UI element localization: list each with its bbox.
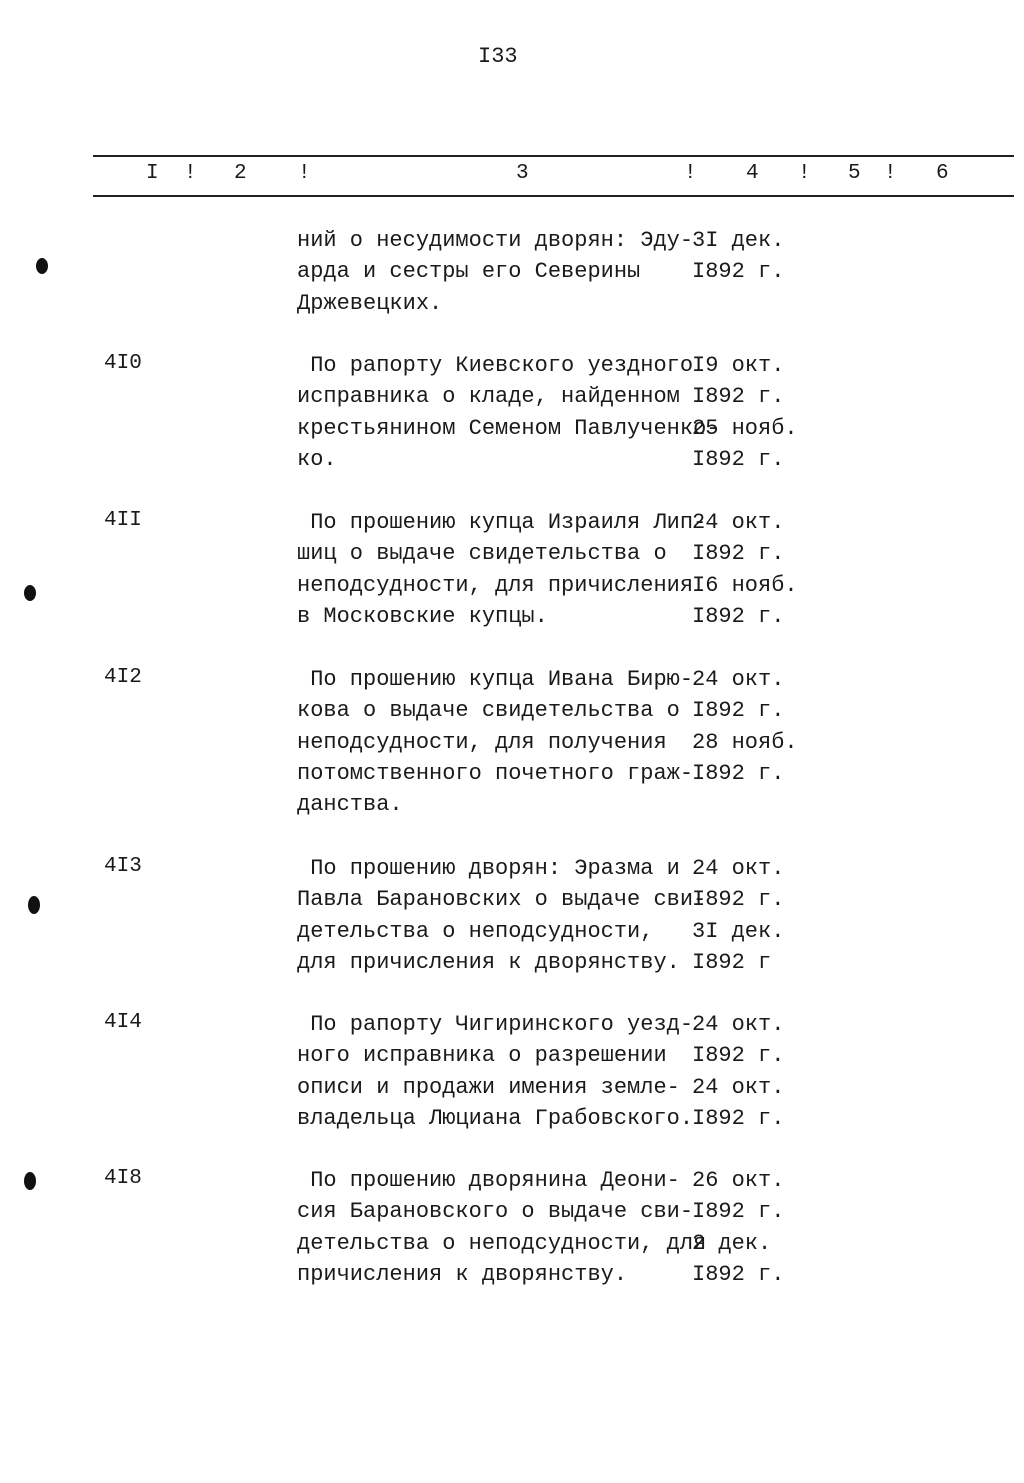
entry-date: 3I дек. (692, 228, 785, 253)
entry-description: в Московские купцы. (297, 603, 548, 629)
entry-number: 4I3 (104, 855, 142, 878)
entry-description: шиц о выдаче свидетельства о (297, 541, 667, 567)
entry-line (297, 381, 784, 412)
entry-line (297, 727, 798, 758)
entry-line (297, 947, 771, 978)
entry-line (297, 1009, 784, 1040)
entry-description: неподсудности, для причисления (297, 572, 694, 598)
entry-line (297, 789, 692, 820)
column-header: 3 (516, 162, 529, 185)
column-separator: ! (298, 162, 311, 185)
column-separator: ! (798, 162, 811, 185)
binding-hole-mark (24, 585, 36, 601)
entry-description: ко. (297, 446, 337, 472)
entry-date: 3I дек. (692, 918, 785, 944)
entry-line (297, 1165, 784, 1196)
entry-line (297, 601, 784, 632)
entry-line (297, 1259, 784, 1290)
entry-date: 2 дек. (692, 1230, 772, 1256)
entry-line (297, 664, 784, 695)
entry-description: причисления к дворянству. (297, 1261, 628, 1287)
table-header-bottom-rule (93, 195, 1014, 197)
entry-line (297, 444, 784, 475)
entry-date: 24 окт. (692, 856, 785, 881)
column-separator: ! (184, 162, 197, 185)
entry-date: I6 нояб. (692, 572, 798, 598)
entry-line (297, 350, 784, 381)
entry-description: По прошению дворян: Эразма и (297, 856, 680, 881)
entry-date: I892 г. (692, 259, 785, 285)
entry-date: I892 г. (692, 760, 785, 786)
entry-date: I892 г. (692, 603, 785, 629)
entry-date: I892 г. (692, 1105, 785, 1131)
column-separator: ! (684, 162, 697, 185)
binding-hole-mark (28, 896, 40, 914)
entry-description: Држевецких. (297, 290, 443, 316)
entry-description: сия Барановского о выдаче сви- (297, 1199, 694, 1225)
page-number: I33 (478, 44, 518, 69)
entry-description: потомственного почетного граж- (297, 760, 694, 786)
entry-line (297, 884, 784, 915)
entry-date: 24 окт. (692, 1012, 785, 1037)
entry-line (297, 413, 798, 444)
entry-line (297, 1196, 784, 1227)
entry-date: 24 окт. (692, 667, 785, 692)
entry-description: крестьянином Семеном Павлученко- (297, 415, 720, 441)
entry-number: 4I0 (104, 352, 142, 375)
entry-number: 4I4 (104, 1011, 142, 1034)
entry-line (297, 538, 784, 569)
entry-line (297, 1228, 771, 1259)
entry-description: описи и продажи имения земле- (297, 1074, 680, 1100)
entry-line (297, 570, 798, 601)
entry-line (297, 256, 784, 287)
entry-description: ний о несудимости дворян: Эду- (297, 228, 694, 253)
entry-description: детельства о неподсудности, для (297, 1230, 707, 1256)
entry-description: неподсудности, для получения (297, 729, 667, 755)
entry-line (297, 288, 692, 319)
column-header: I (146, 162, 159, 185)
entry-line (297, 225, 784, 256)
entry-date: 24 окт. (692, 1074, 785, 1100)
entry-description: исправника о кладе, найденном (297, 384, 680, 410)
entry-line (297, 853, 784, 884)
entry-line (297, 507, 784, 538)
binding-hole-mark (36, 258, 48, 274)
entry-date: 25 нояб. (692, 415, 798, 441)
entry-line (297, 1103, 784, 1134)
entry-description: ного исправника о разрешении (297, 1043, 667, 1069)
entry-line (297, 758, 784, 789)
entry-number: 4I8 (104, 1167, 142, 1190)
column-separator: ! (884, 162, 897, 185)
entry-description: По прошению купца Израиля Лип- (297, 510, 707, 535)
entry-description: арда и сестры его Северины (297, 259, 641, 285)
entry-description: Павла Барановских о выдаче сви- (297, 887, 707, 913)
entry-date: I892 г. (692, 698, 785, 724)
entry-description: для причисления к дворянству. (297, 949, 680, 975)
entry-number: 4I2 (104, 666, 142, 689)
entry-date: I9 окт. (692, 353, 785, 378)
binding-hole-mark (24, 1172, 36, 1190)
entry-date: I892 г. (692, 1043, 785, 1069)
entry-description: По рапорту Киевского уездного (297, 353, 694, 378)
entry-date: I892 г. (692, 384, 785, 410)
entry-line (297, 1040, 784, 1071)
entry-description: кова о выдаче свидетельства о (297, 698, 680, 724)
entry-description: данства. (297, 792, 403, 818)
entry-date: 26 окт. (692, 1168, 785, 1193)
entry-date: I892 г (692, 949, 772, 975)
entry-date: 28 нояб. (692, 729, 798, 755)
entry-description: детельства о неподсудности, (297, 918, 654, 944)
entry-line (297, 695, 784, 726)
entry-description: По прошению купца Ивана Бирю- (297, 667, 694, 692)
entry-line (297, 916, 784, 947)
entry-number: 4II (104, 509, 142, 532)
entry-description: владельца Люциана Грабовского. (297, 1105, 694, 1131)
column-header: 4 (746, 162, 759, 185)
column-header: 6 (936, 162, 949, 185)
entry-line (297, 1072, 784, 1103)
entry-description: По рапорту Чигиринского уезд- (297, 1012, 694, 1037)
entry-date: I892 г. (692, 446, 785, 472)
entry-date: I892 г. (692, 887, 785, 913)
table-header-top-rule (93, 155, 1014, 157)
entry-date: I892 г. (692, 1261, 785, 1287)
column-header: 2 (234, 162, 247, 185)
entry-date: 24 окт. (692, 510, 785, 535)
entry-description: По прошению дворянина Деони- (297, 1168, 680, 1193)
column-header: 5 (848, 162, 861, 185)
entry-date: I892 г. (692, 1199, 785, 1225)
entry-date: I892 г. (692, 541, 785, 567)
